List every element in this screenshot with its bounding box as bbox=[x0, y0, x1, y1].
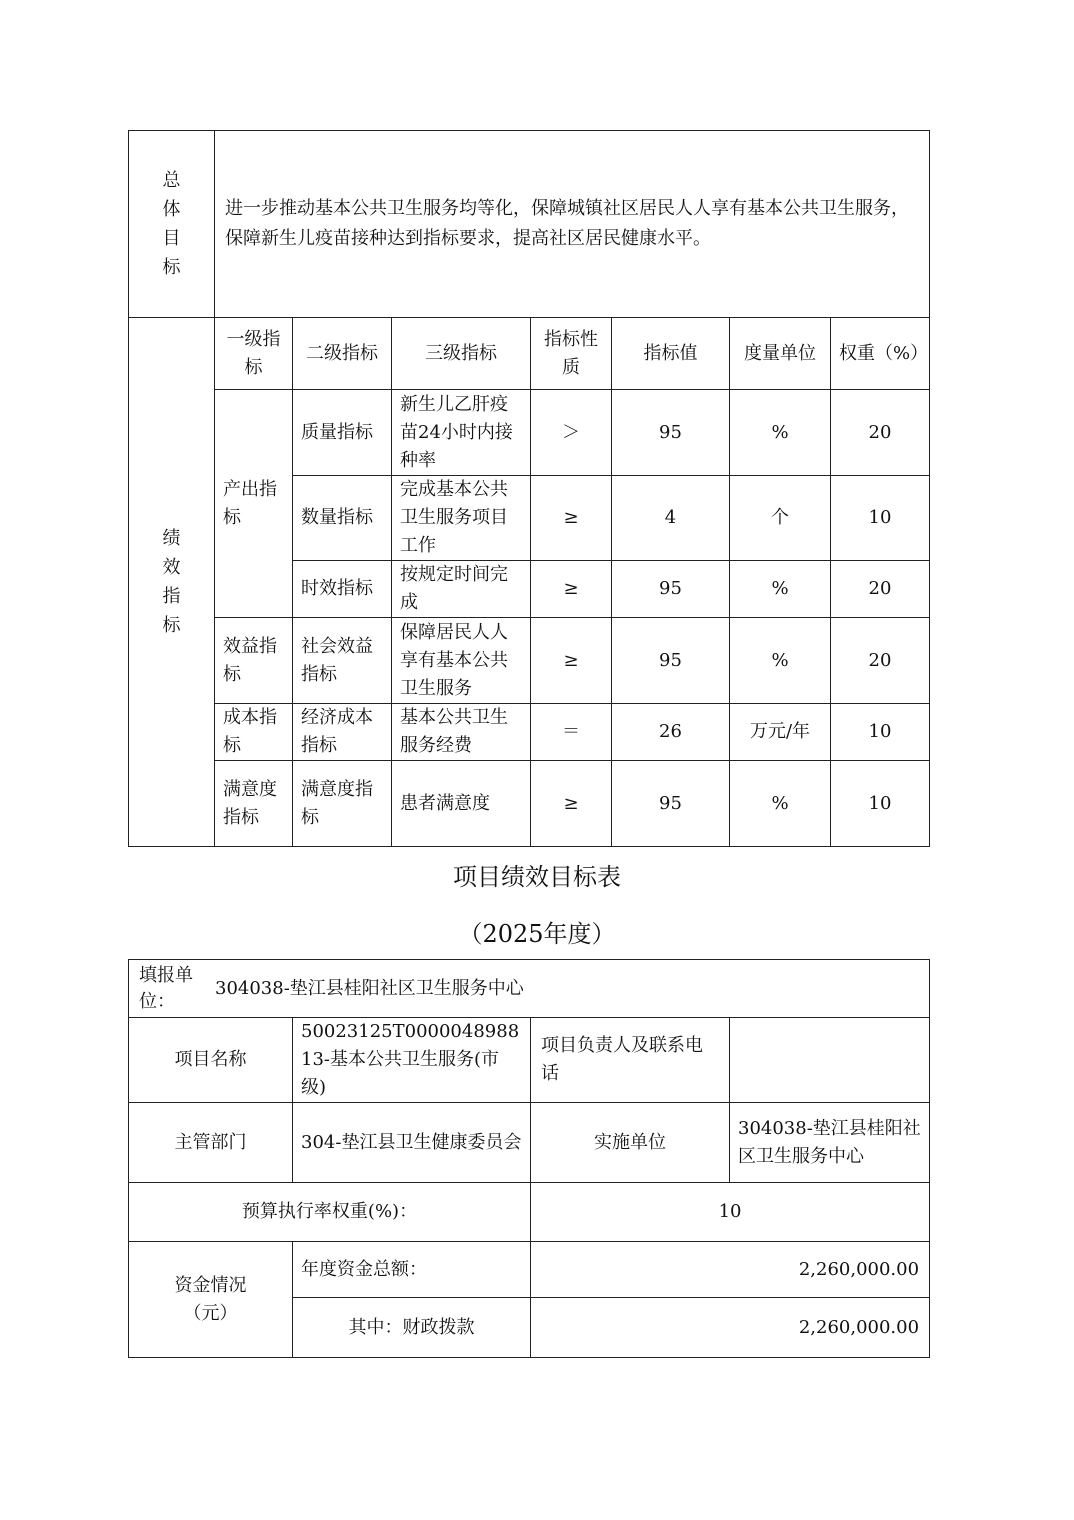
performance-table bbox=[128, 130, 930, 847]
budget-rate-value: 10 bbox=[531, 1183, 930, 1242]
impl-label: 实施单位 bbox=[531, 1103, 730, 1183]
unit-cell: % bbox=[730, 761, 831, 847]
value-cell: 95 bbox=[612, 618, 730, 704]
unit-cell: 万元/年 bbox=[730, 704, 831, 761]
weight-cell: 20 bbox=[831, 618, 930, 704]
annual-total-value: 2,260,000.00 bbox=[531, 1242, 930, 1298]
l2-cell: 经济成本指标 bbox=[293, 704, 392, 761]
l3-cell: 按规定时间完成 bbox=[392, 561, 531, 618]
leader-value bbox=[730, 1018, 930, 1103]
header-l2: 二级指标 bbox=[293, 318, 392, 390]
fiscal-label: 其中：财政拨款 bbox=[293, 1298, 531, 1358]
header-weight: 权重（%） bbox=[831, 318, 930, 390]
budget-rate-label: 预算执行率权重(%)： bbox=[129, 1183, 531, 1242]
unit-label: 填报单位： bbox=[139, 964, 193, 1012]
nature-cell: ＝ bbox=[531, 704, 612, 761]
l3-cell: 基本公共卫生服务经费 bbox=[392, 704, 531, 761]
nature-cell: ≥ bbox=[531, 761, 612, 847]
header-nature: 指标性质 bbox=[531, 318, 612, 390]
l2-cell: 满意度指标 bbox=[293, 761, 392, 847]
fiscal-value: 2,260,000.00 bbox=[531, 1298, 930, 1358]
weight-cell: 10 bbox=[831, 476, 930, 561]
nature-cell: ≥ bbox=[531, 476, 612, 561]
impl-value: 304038-垫江县桂阳社区卫生服务中心 bbox=[730, 1103, 930, 1183]
page-subtitle: （2025年度） bbox=[458, 920, 616, 948]
group-benefit: 效益指标 bbox=[215, 618, 293, 704]
weight-cell: 20 bbox=[831, 561, 930, 618]
value-cell: 95 bbox=[612, 761, 730, 847]
l2-cell: 数量指标 bbox=[293, 476, 392, 561]
weight-cell: 10 bbox=[831, 761, 930, 847]
nature-cell: ≥ bbox=[531, 561, 612, 618]
group-cost: 成本指标 bbox=[215, 704, 293, 761]
l2-cell: 质量指标 bbox=[293, 390, 392, 476]
unit-row bbox=[129, 960, 930, 1018]
project-name-label: 项目名称 bbox=[129, 1018, 293, 1103]
project-info-table bbox=[128, 959, 930, 1358]
dept-value: 304-垫江县卫生健康委员会 bbox=[293, 1103, 531, 1183]
annual-total-label: 年度资金总额： bbox=[293, 1242, 531, 1298]
page-title: 项目绩效目标表 bbox=[453, 863, 621, 891]
unit-cell: 个 bbox=[730, 476, 831, 561]
header-unit: 度量单位 bbox=[730, 318, 831, 390]
leader-label: 项目负责人及联系电话 bbox=[531, 1018, 730, 1103]
unit-cell: % bbox=[730, 561, 831, 618]
weight-cell: 10 bbox=[831, 704, 930, 761]
l3-cell: 完成基本公共卫生服务项目工作 bbox=[392, 476, 531, 561]
value-cell: 26 bbox=[612, 704, 730, 761]
weight-cell: 20 bbox=[831, 390, 930, 476]
unit-cell: % bbox=[730, 390, 831, 476]
group-output: 产出指标 bbox=[215, 390, 293, 618]
l2-cell: 时效指标 bbox=[293, 561, 392, 618]
l2-cell: 社会效益指标 bbox=[293, 618, 392, 704]
goal-label: 总 体 目 标 bbox=[129, 131, 215, 318]
l3-cell: 新生儿乙肝疫苗24小时内接种率 bbox=[392, 390, 531, 476]
value-cell: 95 bbox=[612, 561, 730, 618]
l3-cell: 保障居民人人享有基本公共卫生服务 bbox=[392, 618, 531, 704]
header-l1: 一级指标 bbox=[215, 318, 293, 390]
goal-text: 进一步推动基本公共卫生服务均等化，保障城镇社区居民人人享有基本公共卫生服务，保障新生儿疫苗接种达到指标要求，提高社区居民健康水平。 bbox=[215, 131, 930, 318]
fund-label: 资金情况（元） bbox=[129, 1242, 293, 1358]
group-satisfaction: 满意度指标 bbox=[215, 761, 293, 847]
l3-cell: 患者满意度 bbox=[392, 761, 531, 847]
dept-label: 主管部门 bbox=[129, 1103, 293, 1183]
project-name-value: 50023125T000004898813-基本公共卫生服务(市级) bbox=[293, 1018, 531, 1103]
perf-label: 绩 效 指 标 bbox=[129, 318, 215, 847]
value-cell: 4 bbox=[612, 476, 730, 561]
header-l3: 三级指标 bbox=[392, 318, 531, 390]
nature-cell: ≥ bbox=[531, 618, 612, 704]
nature-cell: ＞ bbox=[531, 390, 612, 476]
unit-value: 304038-垫江县桂阳社区卫生服务中心 bbox=[215, 977, 524, 999]
value-cell: 95 bbox=[612, 390, 730, 476]
header-value: 指标值 bbox=[612, 318, 730, 390]
unit-cell: % bbox=[730, 618, 831, 704]
